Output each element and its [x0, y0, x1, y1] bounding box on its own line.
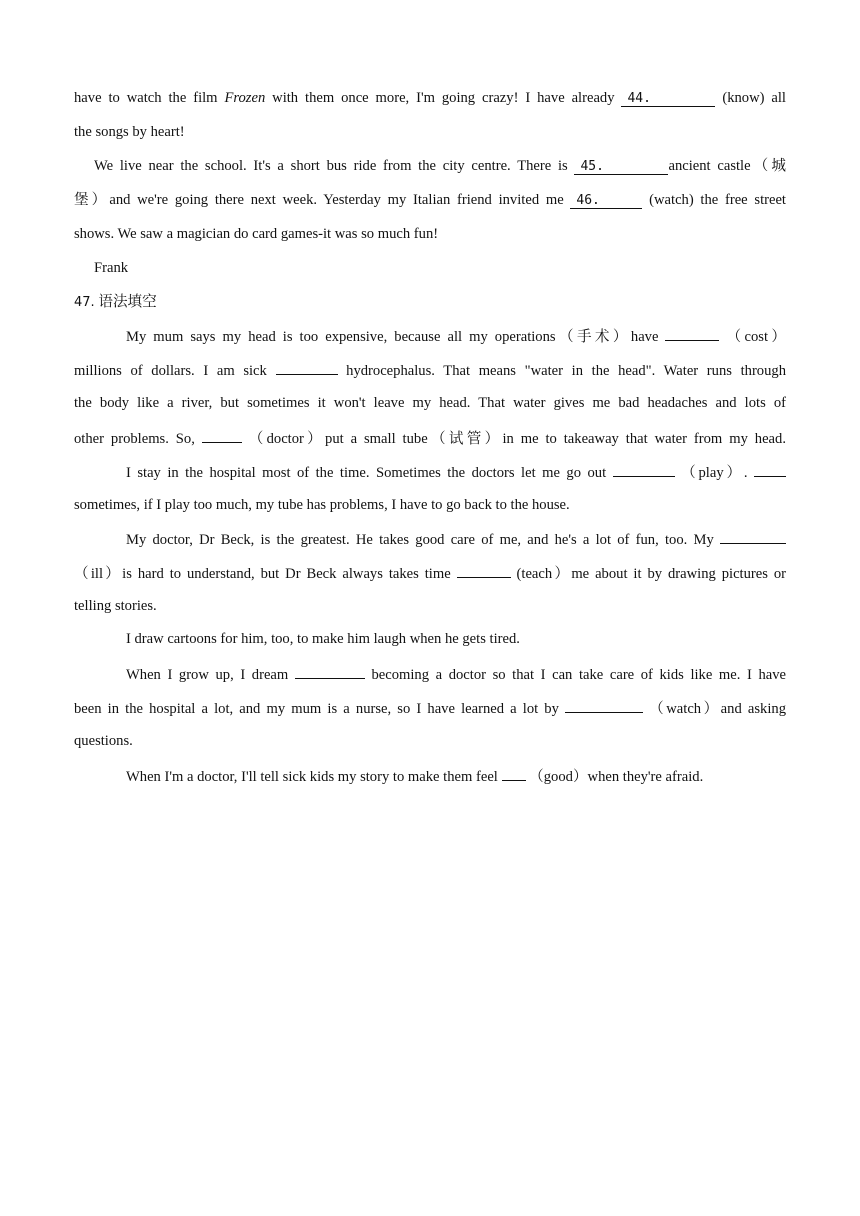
- blank-doctor[interactable]: [202, 427, 242, 443]
- text: other problems. So,: [74, 431, 202, 447]
- blank-teach[interactable]: [457, 562, 511, 578]
- text: becoming a doctor so that I can take care of kids like me. I have: [364, 667, 787, 683]
- passage-line: [126, 528, 786, 550]
- passage-line: [74, 393, 786, 413]
- text: millions of dollars. I am sick: [74, 363, 276, 379]
- text: （watch）and asking: [643, 701, 786, 717]
- text: been in the hospital a lot, and my mum is a nurse, so I have learned a lot by: [74, 701, 566, 717]
- question-number: 47.: [74, 295, 95, 310]
- passage-line: [74, 224, 786, 244]
- passage-line: [74, 122, 786, 142]
- text: telling stories.: [74, 598, 157, 614]
- text: (watch) the free street: [642, 192, 786, 208]
- blank-ill[interactable]: [720, 528, 786, 544]
- passage-line: [74, 359, 786, 381]
- passage-line: [74, 562, 786, 584]
- passage-line: [126, 663, 786, 685]
- text: (teach）me about it by drawing pictures or: [510, 566, 787, 582]
- text: My doctor, Dr Beck, is the greatest. He takes good care of me, and he's a lot of fun, too. My: [126, 532, 720, 548]
- text: When I'm a doctor, I'll tell sick kids my story to make them feel: [126, 769, 502, 785]
- question-header: [74, 292, 786, 313]
- passage-line: [74, 731, 786, 751]
- text: questions.: [74, 733, 133, 749]
- passage-line: [126, 461, 786, 483]
- text: 堡）and we're going there next week. Yesterday my Italian friend invited me: [74, 192, 571, 208]
- text: I draw cartoons for him, too, to make him laugh when he gets tired.: [126, 631, 520, 647]
- passage-line: [74, 697, 786, 719]
- passage-line: [126, 765, 786, 787]
- text: （cost）: [719, 329, 786, 345]
- text: (know) all: [715, 90, 786, 106]
- blank-number: 44.: [627, 91, 651, 106]
- blank-number: 46.: [576, 193, 600, 208]
- text: with them once more, I'm going crazy! I have already: [265, 90, 622, 106]
- passage-line: [74, 427, 786, 449]
- text: （play）.: [674, 465, 754, 481]
- text: sometimes, if I play too much, my tube has problems, I have to go back to the house.: [74, 497, 570, 513]
- text: I stay in the hospital most of the time. Sometimes the doctors let me go out: [126, 465, 613, 481]
- question-title: 语法填空: [98, 294, 157, 310]
- text: My mum says my head is too expensive, because all my operations（手术）have: [126, 329, 666, 345]
- blank-44[interactable]: [621, 91, 715, 107]
- blank-watch[interactable]: [565, 697, 643, 713]
- blank-sometimes[interactable]: [754, 461, 786, 477]
- blank-number: 45.: [580, 159, 604, 174]
- text: hydrocephalus. That means "water in the head". Water runs through: [337, 363, 786, 379]
- blank-dream[interactable]: [295, 663, 365, 679]
- blank-good[interactable]: [502, 765, 526, 781]
- blank-play[interactable]: [613, 461, 675, 477]
- text: ancient castle（城: [668, 158, 786, 174]
- passage-line: [126, 325, 786, 347]
- blank-46[interactable]: [570, 193, 642, 209]
- passage-line: [74, 88, 786, 108]
- text: have to watch the film: [74, 90, 225, 106]
- passage-line: [74, 190, 786, 210]
- passage-line: [126, 629, 786, 649]
- signature: [94, 258, 786, 278]
- passage-line: [74, 495, 786, 515]
- passage-line: [94, 156, 786, 176]
- text: （good）when they're afraid.: [525, 769, 704, 785]
- blank-45[interactable]: [574, 159, 668, 175]
- text: （ill）is hard to understand, but Dr Beck always takes time: [74, 566, 457, 582]
- text: the songs by heart!: [74, 124, 185, 140]
- text: the body like a river, but sometimes it won't leave my head. That water gives me bad headaches and lots of: [74, 395, 786, 411]
- blank-sick[interactable]: [276, 359, 338, 375]
- signature-text: Frank: [94, 260, 129, 276]
- blank-cost[interactable]: [665, 325, 719, 341]
- text: shows. We saw a magician do card games-it was so much fun!: [74, 226, 439, 242]
- text: We live near the school. It's a short bus ride from the city centre. There is: [94, 158, 575, 174]
- passage-line: [74, 596, 786, 616]
- text: （doctor）put a small tube（试管）in me to takeaway that water from my head.: [241, 431, 786, 447]
- text: When I grow up, I dream: [126, 667, 295, 683]
- film-title: Frozen: [224, 90, 266, 106]
